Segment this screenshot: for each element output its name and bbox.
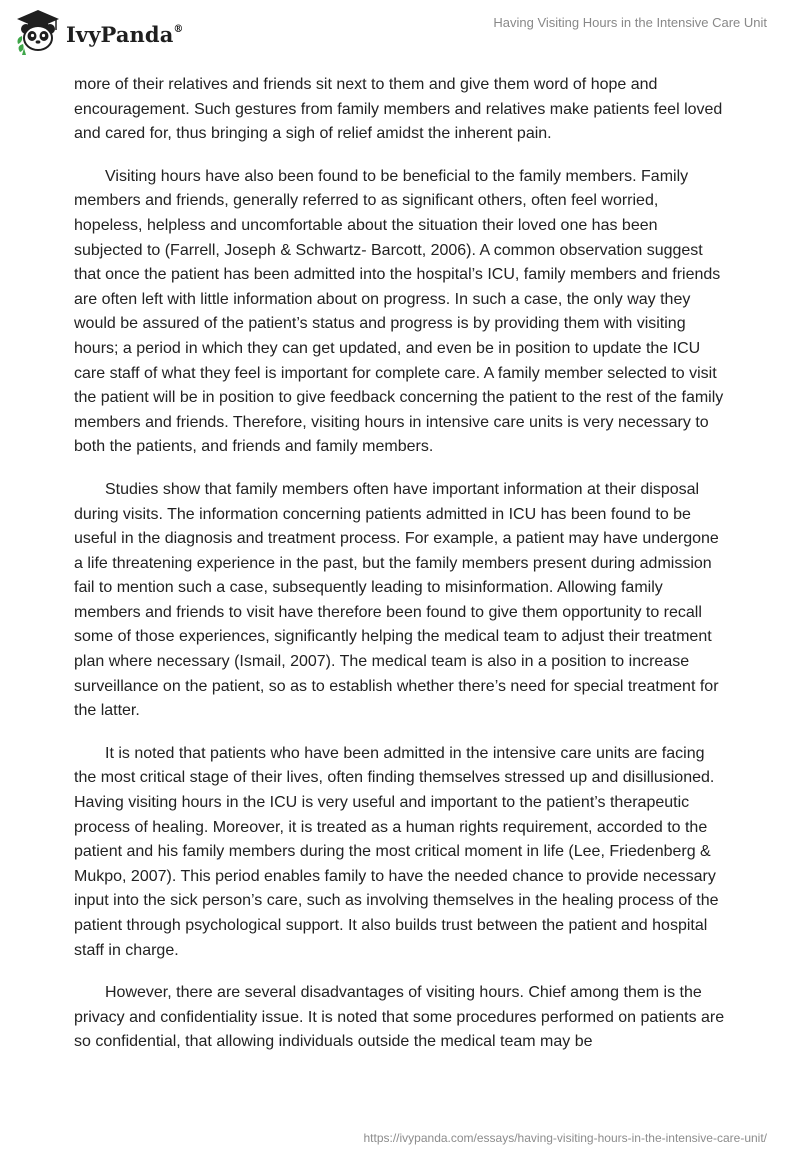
- paragraph: Visiting hours have also been found to be beneficial to the family members. Family members and friends, generally referred to as significant others, often feel worried, hopeless, helpless and uncomfortable about the situation their loved one has been subjected to (Farrell, Joseph & Schwartz- Barcott, 2006). A common observation suggest that once the patient has been admitted into the hospital’s ICU, family members and friends are often left with little information about on progress. In such a case, the only way they would be assured of the patient’s status and progress is by providing them with visiting hours; a period in which they can get updated, and even be in position to update the ICU care staff of what they feel is important for complete care. A family member selected to visit the patient will be in position to give feedback concerning the patient to the rest of the family members and friends. Therefore, visiting hours in intensive care units is very necessary to both the patients, and friends and family members.: [74, 167, 724, 456]
- document-title: Having Visiting Hours in the Intensive Care Unit: [493, 15, 767, 30]
- source-url[interactable]: https://ivypanda.com/essays/having-visiting-hours-in-the-intensive-care-unit/: [363, 1131, 767, 1145]
- paragraph: It is noted that patients who have been admitted in the intensive care units are facing the most critical stage of their lives, often finding themselves stressed up and disillusioned. Having visiting hours in the ICU is very useful and important to the patient’s therapeutic process of healing. Moreover, it is treated as a human rights requirement, accorded to the patient and his family members during the most critical moment in life (Lee, Friedenberg & Mukpo, 2007). This period enables family to have the needed chance to provide necessary input into the sick person’s care, such as involving themselves in the healing process of the patient through psychological support. It also builds trust between the patient and hospital staff in charge.: [74, 744, 719, 959]
- ivypanda-logo[interactable]: [14, 8, 184, 56]
- paragraph: However, there are several disadvantages of visiting hours. Chief among them is the privacy and confidentiality issue. It is noted that some procedures performed on patients are so confidential, that allowing individuals outside the medical team may be: [74, 984, 725, 1051]
- registered-mark: ®: [173, 23, 184, 35]
- essay-body: [74, 73, 728, 1073]
- panda-graduate-icon: [14, 8, 62, 56]
- brand-name: IvyPanda®: [66, 21, 184, 47]
- paragraph-continued: more of their relatives and friends sit next to them and give them word of hope and encouragement. Such gestures from family members and relatives make patients feel loved and cared for, thus bringing a sigh of relief amidst the inherent pain.: [74, 76, 723, 143]
- page-header: [0, 0, 800, 66]
- paragraph: Studies show that family members often have important information at their disposal during visits. The information concerning patients admitted in ICU has been found to be useful in the diagnosis and treatment process. For example, a patient may have undergone a life threatening experience in the past, but the family members present during admission fail to mention such a case, subsequently leading to misinformation. Allowing family members and friends to visit have therefore been found to give them opportunity to recall some of those experiences, significantly helping the medical team to adjust their treatment plan where necessary (Ismail, 2007). The medical team is also in a position to increase surveillance on the patient, so as to establish whether there’s need for special treatment for the latter.: [74, 480, 719, 720]
